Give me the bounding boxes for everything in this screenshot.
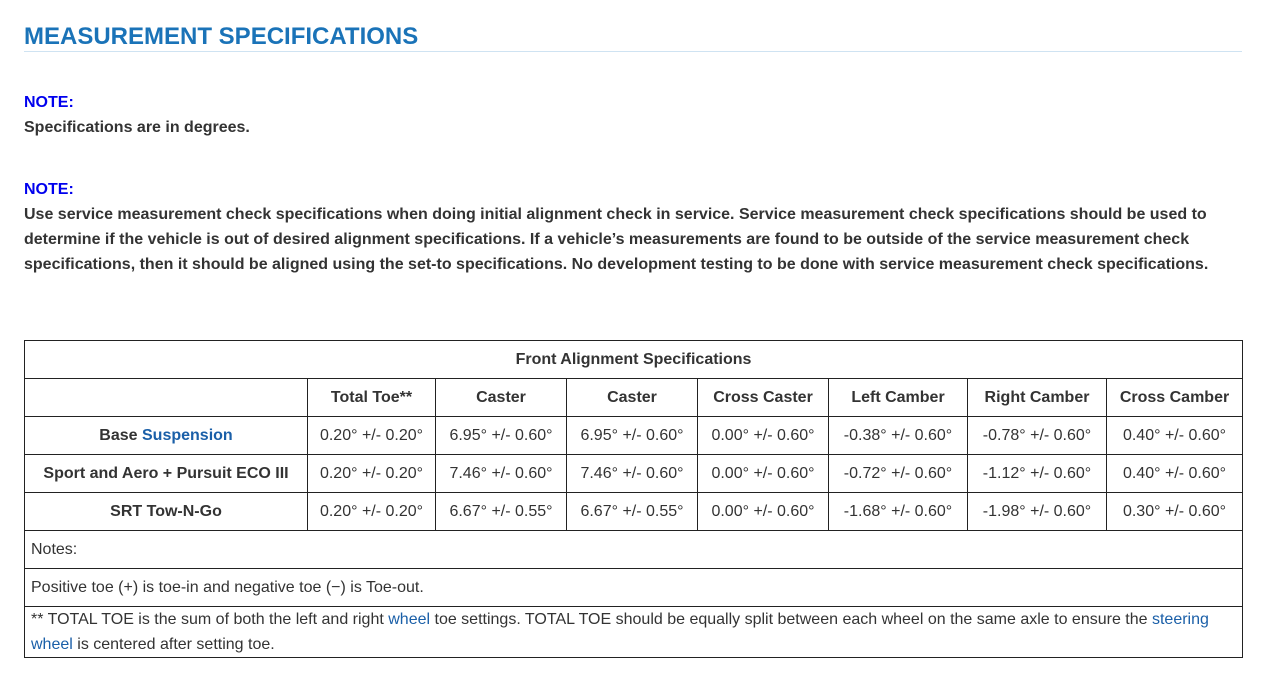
notes-label-row bbox=[25, 531, 1243, 569]
steering-wheel-link[interactable]: steering wheel bbox=[31, 611, 1209, 653]
table-cell: -0.78° +/- 0.60° bbox=[968, 417, 1107, 455]
table-cell: -1.68° +/- 0.60° bbox=[829, 493, 968, 531]
table-cell: 0.30° +/- 0.60° bbox=[1107, 493, 1243, 531]
total-toe-text: toe settings. TOTAL TOE should be equally split between each wheel on the same axle to ensure the bbox=[430, 611, 1152, 628]
table-header-row bbox=[25, 379, 1243, 417]
table-cell: 0.20° +/- 0.20° bbox=[308, 417, 436, 455]
total-toe-note bbox=[25, 607, 1243, 658]
table-cell: 0.20° +/- 0.20° bbox=[308, 493, 436, 531]
table-cell: -1.12° +/- 0.60° bbox=[968, 455, 1107, 493]
table-caption-row bbox=[25, 341, 1243, 379]
total-toe-text: ** TOTAL TOE is the sum of both the left and right bbox=[31, 611, 389, 628]
notes-label: Notes: bbox=[25, 531, 1243, 569]
table-cell: 0.00° +/- 0.60° bbox=[698, 493, 829, 531]
column-header: Caster bbox=[567, 379, 698, 417]
table-cell: 7.46° +/- 0.60° bbox=[567, 455, 698, 493]
note-text: Use service measurement check specifications when doing initial alignment check in service. Service measurement check specifications should be used to determine if the vehicle is out of desired alignment specifications. If a vehicle’s measurements are found to be outside of the service measurement check specifications, then it should be aligned using the set-to specifications. No development testing to be done with service measurement check specifications. bbox=[24, 206, 1209, 273]
table-row bbox=[25, 493, 1243, 531]
table-cell: 0.00° +/- 0.60° bbox=[698, 455, 829, 493]
row-label: SRT Tow-N-Go bbox=[25, 493, 308, 531]
wheel-link[interactable]: wheel bbox=[388, 611, 431, 628]
note-degrees bbox=[24, 90, 1234, 140]
page-title: MEASUREMENT SPECIFICATIONS bbox=[24, 0, 1242, 52]
column-header: Total Toe** bbox=[308, 379, 436, 417]
row-label-text: Base bbox=[99, 426, 142, 444]
page bbox=[24, 0, 1242, 653]
note-text: Specifications are in degrees. bbox=[24, 119, 250, 136]
column-header: Right Camber bbox=[968, 379, 1107, 417]
note-service-measurement bbox=[24, 177, 1234, 277]
column-header: Cross Caster bbox=[698, 379, 829, 417]
note-label: NOTE: bbox=[24, 181, 74, 198]
table-cell: 6.67° +/- 0.55° bbox=[436, 493, 567, 531]
toe-note-row bbox=[25, 569, 1243, 607]
table-row bbox=[25, 455, 1243, 493]
table-cell: 0.40° +/- 0.60° bbox=[1107, 417, 1243, 455]
table-cell: -0.72° +/- 0.60° bbox=[829, 455, 968, 493]
table-row bbox=[25, 417, 1243, 455]
column-header bbox=[25, 379, 308, 417]
table-cell: 6.95° +/- 0.60° bbox=[436, 417, 567, 455]
total-toe-text: is centered after setting toe. bbox=[72, 636, 275, 653]
column-header: Caster bbox=[436, 379, 567, 417]
toe-note: Positive toe (+) is toe-in and negative toe (−) is Toe-out. bbox=[25, 569, 1243, 607]
table-cell: 0.40° +/- 0.60° bbox=[1107, 455, 1243, 493]
table-cell: 7.46° +/- 0.60° bbox=[436, 455, 567, 493]
suspension-link[interactable]: Suspension bbox=[142, 426, 233, 444]
table-cell: 6.95° +/- 0.60° bbox=[567, 417, 698, 455]
table-cell: -0.38° +/- 0.60° bbox=[829, 417, 968, 455]
table-cell: -1.98° +/- 0.60° bbox=[968, 493, 1107, 531]
table-cell: 0.00° +/- 0.60° bbox=[698, 417, 829, 455]
row-label: Sport and Aero + Pursuit ECO III bbox=[25, 455, 308, 493]
table-cell: 6.67° +/- 0.55° bbox=[567, 493, 698, 531]
table-caption: Front Alignment Specifications bbox=[25, 341, 1243, 379]
note-label: NOTE: bbox=[24, 94, 74, 111]
column-header: Cross Camber bbox=[1107, 379, 1243, 417]
table-cell: 0.20° +/- 0.20° bbox=[308, 455, 436, 493]
total-toe-note-row bbox=[25, 607, 1243, 658]
front-alignment-table bbox=[24, 340, 1243, 658]
row-label bbox=[25, 417, 308, 455]
column-header: Left Camber bbox=[829, 379, 968, 417]
